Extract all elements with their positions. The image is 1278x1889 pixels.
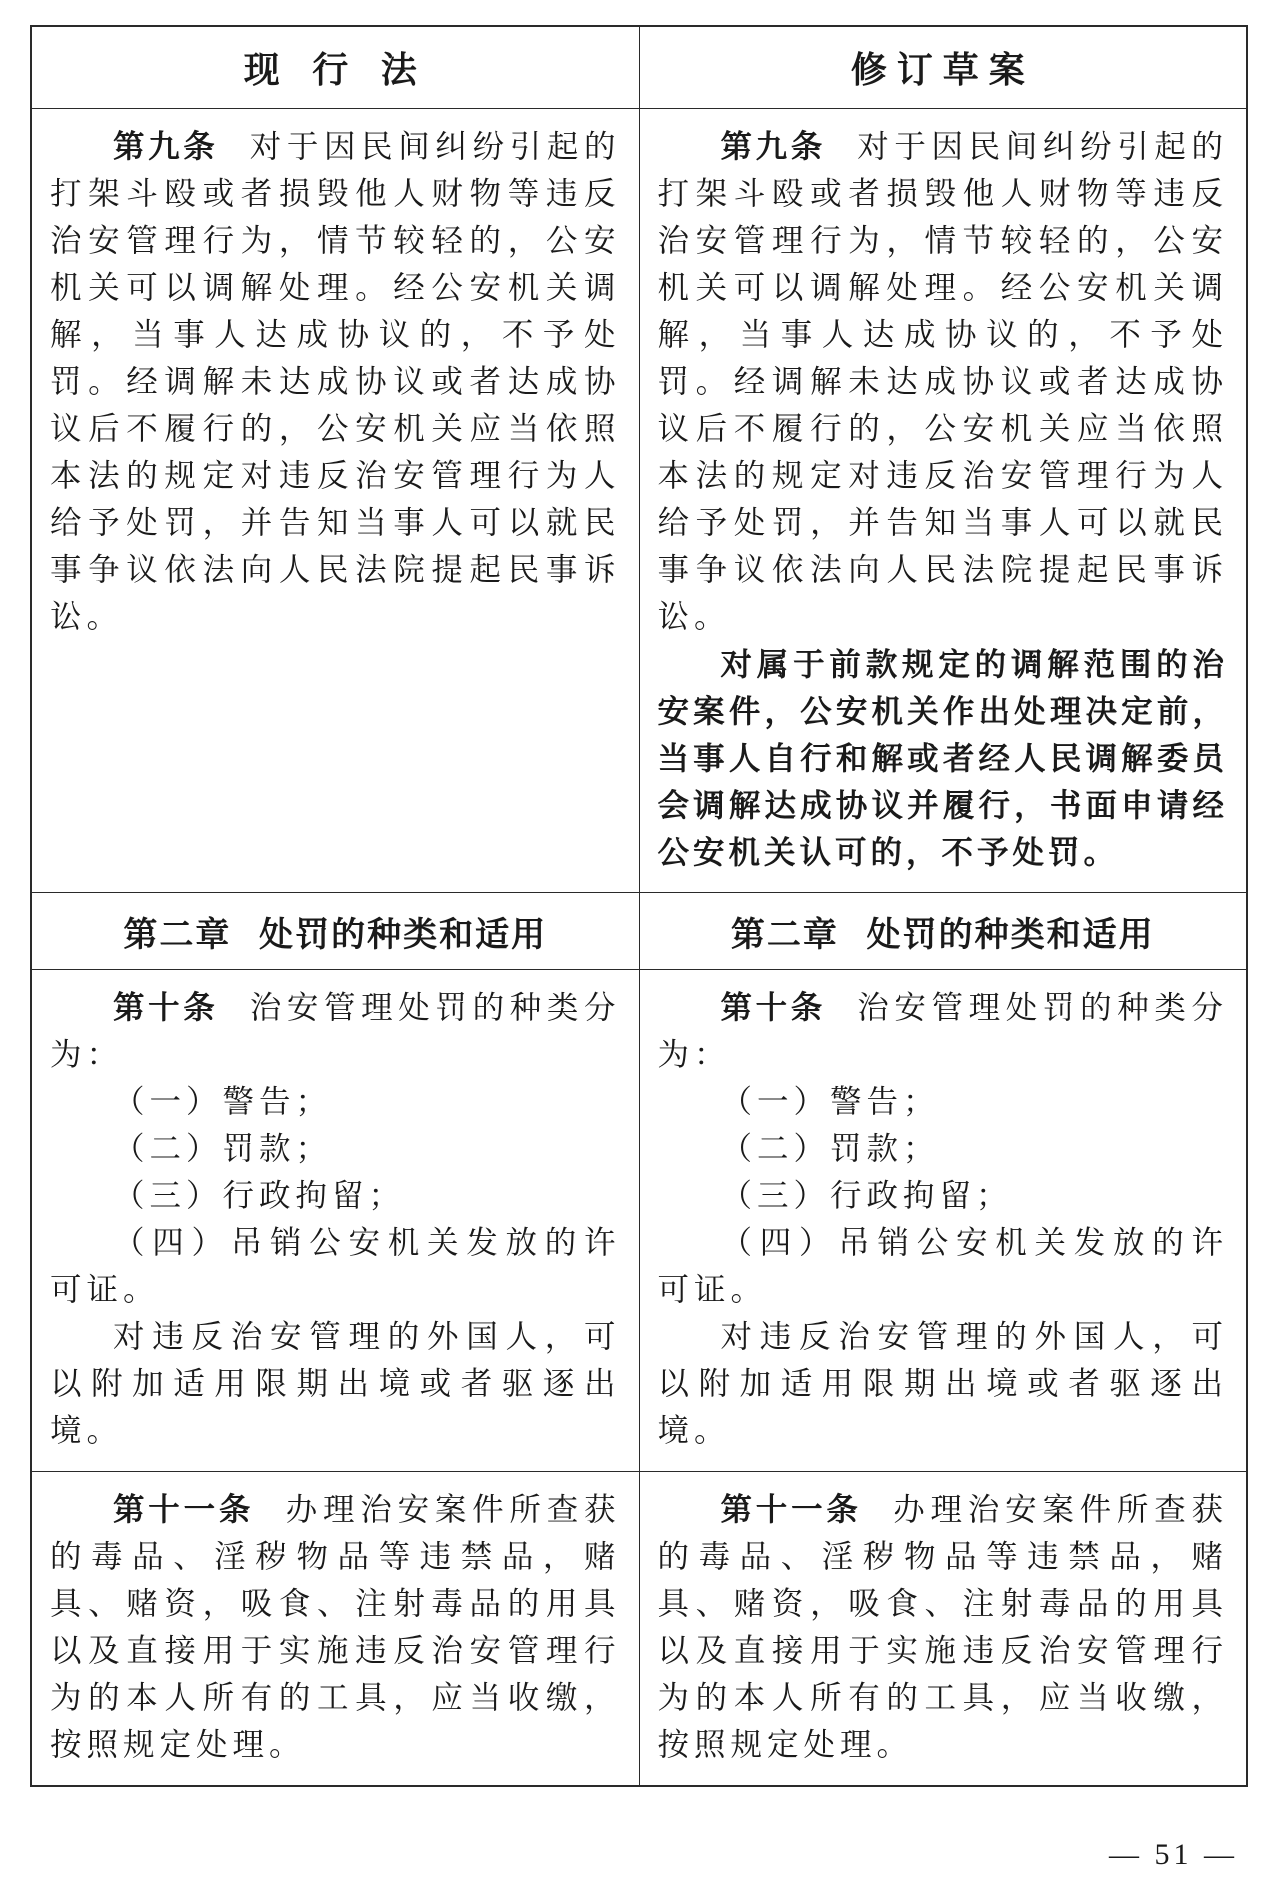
article-10-draft-para2: 对违反治安管理的外国人，可以附加适用限期出境或者驱逐出境。 [657, 1319, 1228, 1449]
article-9-label: 第九条 [113, 128, 219, 165]
article-11-current-text: 第十一条 办理治安案件所查获的毒品、淫秽物品等违禁品，赌具、赌资，吸食、注射毒品的用具以及直接用于实施违反治安管理行为的本人所有的工具，应当收缴，按照规定处理。 [50, 1491, 621, 1763]
article-10-current-para2: 对违反治安管理的外国人，可以附加适用限期出境或者驱逐出境。 [50, 1319, 621, 1449]
list-item: （四）吊销公安机关发放的许可证。 [50, 1225, 621, 1308]
article-10-label: 第十条 [113, 989, 219, 1026]
article-9-current-cell [31, 109, 639, 893]
article-10-current-cell [31, 970, 639, 1472]
list-item: （二）罚款； [720, 1131, 940, 1167]
article-9-current-text: 第九条 对于因民间纠纷引起的打架斗殴或者损毁他人财物等违反治安管理行为，情节较轻的，公安机关可以调解处理。经公安机关调解，当事人达成协议的，不予处罚。经调解未达成协议或者达成协议后不履行的，公安机关应当依照本法的规定对违反治安管理行为人给予处罚，并告知当事人可以就民事争议依法向人民法院提起民事诉讼。 [50, 128, 621, 635]
current-law-header-cell [31, 26, 639, 109]
chapter-row [31, 893, 1247, 970]
article-11-draft-cell [639, 1472, 1247, 1787]
article-10-draft-cell [639, 970, 1247, 1472]
article-9-draft-cell [639, 109, 1247, 893]
header-row [31, 26, 1247, 109]
article-11-label: 第十一条 [720, 1491, 862, 1528]
list-item: （四）吊销公安机关发放的许可证。 [657, 1225, 1228, 1308]
chapter-current-cell [31, 893, 639, 970]
article-10-label: 第十条 [720, 989, 826, 1026]
chapter-heading: 第二章 处罚的种类和适用 [123, 914, 548, 955]
article-9-draft-text: 第九条 对于因民间纠纷引起的打架斗殴或者损毁他人财物等违反治安管理行为，情节较轻的，公安机关可以调解处理。经公安机关调解，当事人达成协议的，不予处罚。经调解未达成协议或者达成协议后不履行的，公安机关应当依照本法的规定对违反治安管理行为人给予处罚，并告知当事人可以就民事争议依法向人民法院提起民事诉讼。 [657, 128, 1228, 635]
article-9-label: 第九条 [720, 128, 826, 165]
article-9-new-paragraph: 对属于前款规定的调解范围的治安案件，公安机关作出处理决定前，当事人自行和解或者经人民调解委员会调解达成协议并履行，书面申请经公安机关认可的，不予处罚。 [657, 646, 1228, 871]
comparison-table [30, 25, 1248, 1787]
chapter-draft-cell [639, 893, 1247, 970]
article-11-draft-text: 第十一条 办理治安案件所查获的毒品、淫秽物品等违禁品，赌具、赌资，吸食、注射毒品的用具以及直接用于实施违反治安管理行为的本人所有的工具，应当收缴，按照规定处理。 [657, 1491, 1228, 1763]
draft-header: 修订草案 [850, 49, 1035, 91]
chapter-heading: 第二章 处罚的种类和适用 [730, 914, 1155, 955]
article-10-row [31, 970, 1247, 1472]
current-law-header: 现 行 法 [243, 49, 427, 91]
article-11-current-cell [31, 1472, 639, 1787]
article-9-row [31, 109, 1247, 893]
list-item: （三）行政拘留； [113, 1178, 406, 1214]
list-item: （三）行政拘留； [720, 1178, 1013, 1214]
list-item: （一）警告； [720, 1084, 940, 1120]
draft-header-cell [639, 26, 1247, 109]
list-item: （二）罚款； [113, 1131, 333, 1167]
page-number: — 51 — [1109, 1838, 1238, 1871]
article-10-draft-text: 第十条 治安管理处罚的种类分为： [657, 989, 1228, 1073]
article-10-current-text: 第十条 治安管理处罚的种类分为： [50, 989, 621, 1073]
list-item: （一）警告； [113, 1084, 333, 1120]
article-11-label: 第十一条 [113, 1491, 255, 1528]
article-11-row [31, 1472, 1247, 1787]
